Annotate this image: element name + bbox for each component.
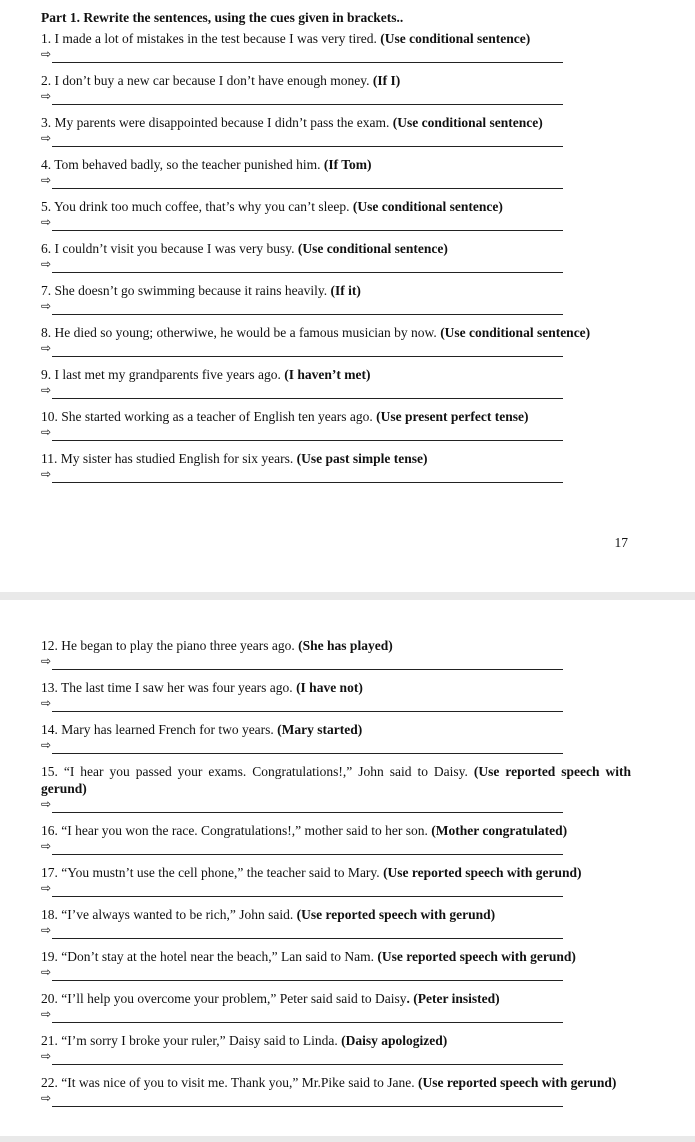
question-text: 6. I couldn’t visit you because I was very busy.	[41, 241, 298, 256]
page-number: 17	[614, 535, 628, 550]
arrow-right-icon: ⇨	[41, 696, 52, 710]
answer-line[interactable]	[41, 257, 631, 282]
exercise-question	[41, 948, 631, 965]
question-cue: (If Tom)	[323, 157, 372, 172]
arrow-right-icon: ⇨	[41, 131, 52, 145]
exercise-item	[41, 72, 631, 114]
exercise-item	[41, 864, 631, 906]
arrow-right-icon: ⇨	[41, 215, 52, 229]
question-cue: (Mother congratulated)	[431, 823, 568, 838]
page-17-content	[41, 9, 631, 492]
arrow-right-icon: ⇨	[41, 341, 52, 355]
answer-line[interactable]	[41, 467, 631, 492]
answer-line[interactable]	[41, 881, 631, 906]
exercise-question	[41, 30, 631, 47]
question-cue: (Use conditional sentence)	[352, 199, 503, 214]
answer-line[interactable]	[41, 1007, 631, 1032]
question-cue: (If it)	[330, 283, 361, 298]
exercise-question	[41, 240, 631, 257]
exercise-question	[41, 324, 631, 341]
question-cue: (Use present perfect tense)	[376, 409, 529, 424]
exercise-question	[41, 450, 631, 467]
question-cue: (Use reported speech with gerund)	[383, 865, 582, 880]
answer-blank[interactable]	[52, 230, 563, 231]
answer-blank[interactable]	[52, 1106, 563, 1107]
question-text: 1. I made a lot of mistakes in the test because I was very tired.	[41, 31, 381, 46]
arrow-right-icon: ⇨	[41, 738, 52, 752]
exercise-item	[41, 282, 631, 324]
arrow-right-icon: ⇨	[41, 1091, 52, 1105]
question-cue: (I haven’t met)	[284, 367, 371, 382]
question-text: 10. She started working as a teacher of English ten years ago.	[41, 409, 377, 424]
question-text: 14. Mary has learned French for two years.	[41, 722, 278, 737]
question-cue: (Use conditional sentence)	[440, 325, 591, 340]
answer-line[interactable]	[41, 215, 631, 240]
exercise-item	[41, 763, 631, 822]
exercise-item	[41, 366, 631, 408]
exercise-question	[41, 1032, 631, 1049]
question-text: 4. Tom behaved badly, so the teacher punished him.	[41, 157, 324, 172]
answer-blank[interactable]	[52, 938, 563, 939]
answer-line[interactable]	[41, 839, 631, 864]
answer-blank[interactable]	[52, 896, 563, 897]
page-18-content	[41, 637, 631, 1116]
question-text: 15. “I hear you passed your exams. Congratulations!,” John said to Daisy.	[41, 764, 474, 779]
exercise-question	[41, 282, 631, 299]
arrow-right-icon: ⇨	[41, 965, 52, 979]
exercise-question	[41, 198, 631, 215]
answer-blank[interactable]	[52, 440, 563, 441]
question-text: 11. My sister has studied English for six years.	[41, 451, 297, 466]
exercise-item	[41, 1074, 631, 1116]
exercise-item	[41, 948, 631, 990]
question-cue: (Use reported speech with gerund)	[417, 1075, 617, 1090]
arrow-right-icon: ⇨	[41, 881, 52, 895]
answer-blank[interactable]	[52, 482, 563, 483]
answer-line[interactable]	[41, 89, 631, 114]
question-text: 21. “I’m sorry I broke your ruler,” Daisy said to Linda.	[41, 1033, 342, 1048]
answer-blank[interactable]	[52, 980, 563, 981]
exercise-item	[41, 990, 631, 1032]
answer-blank[interactable]	[52, 356, 563, 357]
question-cue: (Use conditional sentence)	[380, 31, 531, 46]
answer-blank[interactable]	[52, 711, 563, 712]
exercise-item	[41, 156, 631, 198]
answer-line[interactable]	[41, 425, 631, 450]
question-cue: (Use conditional sentence)	[297, 241, 448, 256]
arrow-right-icon: ⇨	[41, 654, 52, 668]
question-cue: (Use reported speech with gerund)	[41, 764, 631, 796]
question-cue: (Use reported speech with gerund)	[296, 907, 496, 922]
answer-blank[interactable]	[52, 188, 563, 189]
arrow-right-icon: ⇨	[41, 923, 52, 937]
exercise-item	[41, 114, 631, 156]
answer-line[interactable]	[41, 299, 631, 324]
answer-blank[interactable]	[52, 272, 563, 273]
question-cue: . (Peter insisted)	[406, 991, 500, 1006]
answer-blank[interactable]	[52, 812, 563, 813]
answer-line[interactable]	[41, 173, 631, 198]
exercise-item	[41, 324, 631, 366]
arrow-right-icon: ⇨	[41, 47, 52, 61]
question-cue: (Use past simple tense)	[296, 451, 428, 466]
question-text: 2. I don’t buy a new car because I don’t have enough money.	[41, 73, 373, 88]
arrow-right-icon: ⇨	[41, 299, 52, 313]
question-text: 9. I last met my grandparents five years ago.	[41, 367, 285, 382]
exercise-question	[41, 864, 631, 881]
exercise-list-part2	[41, 637, 631, 1116]
answer-line[interactable]	[41, 1049, 631, 1074]
arrow-right-icon: ⇨	[41, 467, 52, 481]
question-cue: (If I)	[372, 73, 401, 88]
question-cue: (Mary started)	[277, 722, 363, 737]
answer-line[interactable]	[41, 696, 631, 721]
question-text: 22. “It was nice of you to visit me. Thank you,” Mr.Pike said to Jane.	[41, 1075, 418, 1090]
question-cue: (Use conditional sentence)	[392, 115, 543, 130]
part-title: Part 1. Rewrite the sentences, using the cues given in brackets..	[41, 10, 404, 25]
exercise-item	[41, 822, 631, 864]
answer-blank[interactable]	[52, 62, 563, 63]
exercise-item	[41, 721, 631, 763]
answer-blank[interactable]	[52, 314, 563, 315]
exercise-item	[41, 679, 631, 721]
answer-blank[interactable]	[52, 1022, 563, 1023]
answer-line[interactable]	[41, 738, 631, 763]
answer-line[interactable]	[41, 654, 631, 679]
question-text: 3. My parents were disappointed because I didn’t pass the exam.	[41, 115, 393, 130]
question-text: 20. “I’ll help you overcome your problem,” Peter said said to Daisy	[41, 991, 407, 1006]
question-text: 13. The last time I saw her was four years ago.	[41, 680, 297, 695]
exercise-item	[41, 408, 631, 450]
answer-blank[interactable]	[52, 104, 563, 105]
exercise-list-part1	[41, 30, 631, 492]
answer-line[interactable]	[41, 797, 631, 822]
answer-blank[interactable]	[52, 146, 563, 147]
exercise-question	[41, 763, 631, 797]
question-text: 16. “I hear you won the race. Congratulations!,” mother said to her son.	[41, 823, 432, 838]
arrow-right-icon: ⇨	[41, 1049, 52, 1063]
question-cue: (Daisy apologized)	[341, 1033, 448, 1048]
answer-blank[interactable]	[52, 753, 563, 754]
answer-line[interactable]	[41, 47, 631, 72]
answer-line[interactable]	[41, 131, 631, 156]
exercise-question	[41, 721, 631, 738]
exercise-question	[41, 156, 631, 173]
exercise-question	[41, 990, 631, 1007]
answer-line[interactable]	[41, 1091, 631, 1116]
exercise-question	[41, 822, 631, 839]
answer-blank[interactable]	[52, 854, 563, 855]
question-cue: (Use reported speech with gerund)	[377, 949, 576, 964]
exercise-question	[41, 906, 631, 923]
question-cue: (I have not)	[296, 680, 363, 695]
exercise-item	[41, 1032, 631, 1074]
question-text: 17. “You mustn’t use the cell phone,” the teacher said to Mary.	[41, 865, 384, 880]
arrow-right-icon: ⇨	[41, 797, 52, 811]
exercise-question	[41, 1074, 631, 1091]
answer-blank[interactable]	[52, 1064, 563, 1065]
page-18	[0, 600, 695, 1136]
arrow-right-icon: ⇨	[41, 173, 52, 187]
answer-blank[interactable]	[52, 669, 563, 670]
arrow-right-icon: ⇨	[41, 89, 52, 103]
exercise-item	[41, 637, 631, 679]
exercise-item	[41, 906, 631, 948]
question-text: 5. You drink too much coffee, that’s why you can’t sleep.	[41, 199, 353, 214]
exercise-item	[41, 198, 631, 240]
arrow-right-icon: ⇨	[41, 839, 52, 853]
arrow-right-icon: ⇨	[41, 383, 52, 397]
exercise-question	[41, 679, 631, 696]
exercise-question	[41, 408, 631, 425]
answer-line[interactable]	[41, 923, 631, 948]
exercise-question	[41, 366, 631, 383]
arrow-right-icon: ⇨	[41, 425, 52, 439]
answer-line[interactable]	[41, 341, 631, 366]
question-text: 7. She doesn’t go swimming because it rains heavily.	[41, 283, 331, 298]
answer-line[interactable]	[41, 965, 631, 990]
exercise-item	[41, 450, 631, 492]
arrow-right-icon: ⇨	[41, 257, 52, 271]
question-text: 18. “I’ve always wanted to be rich,” John said.	[41, 907, 297, 922]
answer-blank[interactable]	[52, 398, 563, 399]
exercise-question	[41, 637, 631, 654]
question-cue: (She has played)	[298, 638, 393, 653]
exercise-question	[41, 114, 631, 131]
exercise-item	[41, 240, 631, 282]
exercise-question	[41, 72, 631, 89]
answer-line[interactable]	[41, 383, 631, 408]
question-text: 8. He died so young; otherwiwe, he would be a famous musician by now.	[41, 325, 441, 340]
question-text: 19. “Don’t stay at the hotel near the beach,” Lan said to Nam.	[41, 949, 378, 964]
question-text: 12. He began to play the piano three years ago.	[41, 638, 299, 653]
arrow-right-icon: ⇨	[41, 1007, 52, 1021]
exercise-item	[41, 30, 631, 72]
